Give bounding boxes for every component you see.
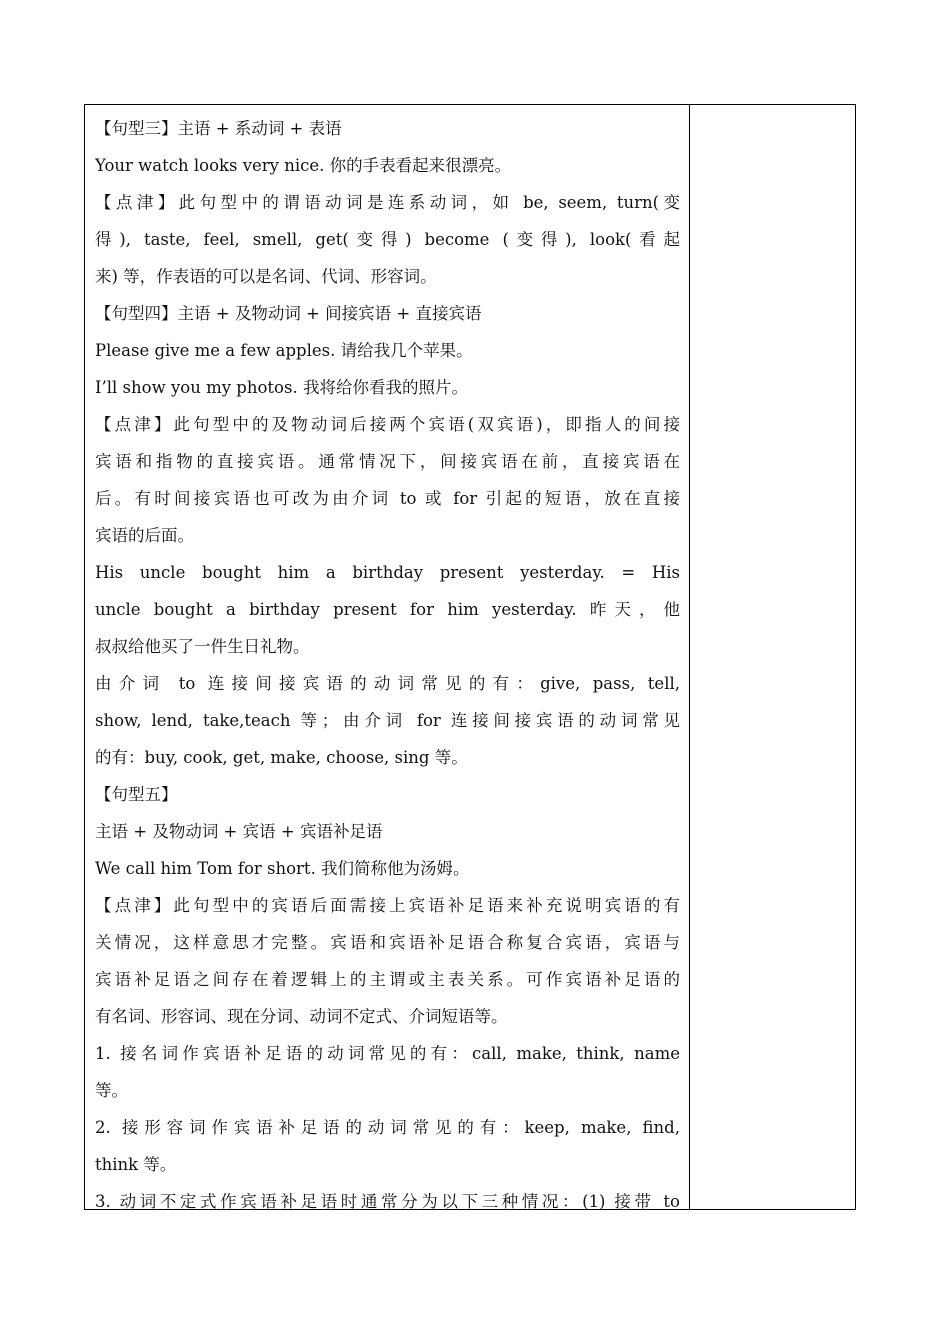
text-line: His uncle bought him a birthday present yesterday. = His [95,563,680,582]
text-line: 关情况，这样意思才完整。宾语和宾语补足语合称复合宾语，宾语与 [95,933,680,952]
text-line: 3. 动词不定式作宾语补足语时通常分为以下三种情况：(1) 接带 to [95,1192,680,1209]
notes-cell [690,105,855,1209]
text-line: show, lend, take,teach 等；由介词 for 连接间接宾语的动词常见 [95,711,680,730]
text-line: 2. 接形容词作宾语补足语的动词常见的有：keep, make, find, [95,1118,680,1137]
main-text-cell [85,105,689,1209]
text-line: Please give me a few apples. 请给我几个苹果。 [95,341,473,360]
text-line: think 等。 [95,1155,177,1174]
text-line: 等。 [95,1081,128,1100]
text-line: We call him Tom for short. 我们简称他为汤姆。 [95,859,470,878]
text-line: 【句型三】主语 + 系动词 + 表语 [95,119,342,138]
text-line: 【点津】此句型中的宾语后面需接上宾语补足语来补充说明宾语的有 [95,896,680,915]
text-line: 后。有时间接宾语也可改为由介词 to 或 for 引起的短语，放在直接 [95,489,680,508]
text-line: 宾语的后面。 [95,526,194,545]
text-line: 有名词、形容词、现在分词、动词不定式、介词短语等。 [95,1007,508,1026]
text-line: 【点津】此句型中的谓语动词是连系动词，如 be, seem, turn(变 [95,193,680,212]
text-line: 叔叔给他买了一件生日礼物。 [95,637,310,656]
text-line: 【句型四】主语 + 及物动词 + 间接宾语 + 直接宾语 [95,304,482,323]
text-line: 的有：buy, cook, get, make, choose, sing 等。 [95,748,468,767]
text-line: 1. 接名词作宾语补足语的动词常见的有：call, make, think, name [95,1044,680,1063]
text-line: Your watch looks very nice. 你的手表看起来很漂亮。 [95,156,512,175]
content-table [84,104,856,1210]
text-line: I’ll show you my photos. 我将给你看我的照片。 [95,378,468,397]
text-line: 宾语和指物的直接宾语。通常情况下，间接宾语在前，直接宾语在 [95,452,680,471]
text-line: 主语 + 及物动词 + 宾语 + 宾语补足语 [95,822,383,841]
text-line: 来) 等，作表语的可以是名词、代词、形容词。 [95,267,437,286]
text-line: 【句型五】 [95,785,178,804]
text-line: 【点津】此句型中的及物动词后接两个宾语(双宾语)，即指人的间接 [95,415,680,434]
text-line: 由介词 to 连接间接宾语的动词常见的有：give, pass, tell, [95,674,680,693]
text-line: uncle bought a birthday present for him yesterday. 昨天，他 [95,600,680,619]
text-line: 得), taste, feel, smell, get(变得) become (变得), look(看起 [95,230,680,249]
text-line: 宾语补足语之间存在着逻辑上的主谓或主表关系。可作宾语补足语的 [95,970,680,989]
